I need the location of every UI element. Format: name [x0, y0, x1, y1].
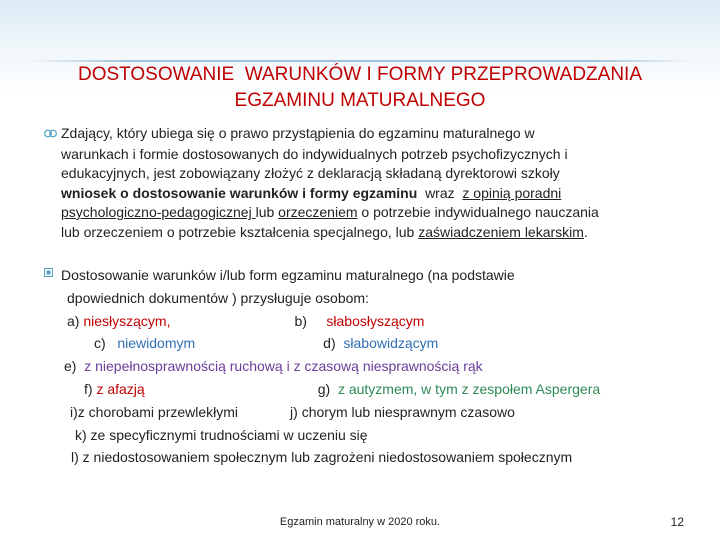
list-row-ab	[61, 310, 701, 333]
bullet-square-shape	[44, 268, 53, 277]
item-j-text: j) chorym lub niesprawnym czasowo	[290, 403, 515, 420]
item-f-text: z afazją	[96, 380, 145, 397]
application-name: wniosek o dostosowanie warunków i formy egzaminu	[61, 184, 418, 201]
para2-line-2: dpowiednich dokumentów ) przysługuje osobom:	[67, 289, 369, 306]
list-row-cd	[61, 332, 701, 355]
item-e-text: z niepełnosprawnością ruchową i z czasową niesprawnością rąk	[84, 358, 483, 375]
item-a-label: a)	[67, 312, 84, 329]
item-k-text: k) ze specyficznymi trudnościami w uczeniu się	[75, 426, 368, 443]
item-e-label: e)	[64, 358, 85, 375]
title-line-1: DOSTOSOWANIE WARUNKÓW I FORMY PRZEPROWADZANIA	[77, 64, 643, 85]
medical-certificate-text: zaświadczeniem lekarskim	[418, 223, 584, 240]
item-d-text: słabowidzącym	[343, 335, 439, 352]
item-g-label: g)	[317, 380, 338, 397]
item-b-label: b)	[294, 312, 327, 329]
para1-line-3: edukacyjnych, jest zobowiązany złożyć z deklaracją składaną dyrektorowi szkoły	[61, 165, 560, 181]
bullet-square-icon	[44, 268, 54, 278]
page-number: 12	[670, 515, 684, 529]
title-line-2: EGZAMINU MATURALNEGO	[234, 90, 486, 111]
list-row-ij	[61, 401, 701, 424]
footer-text: Egzamin maturalny w 2020 roku.	[279, 516, 441, 528]
item-f-label: f)	[84, 380, 97, 397]
para1-line-6: lub orzeczeniem o potrzebie kształcenia specjalnego, lub	[61, 223, 419, 240]
opinion-text: z opinią poradni	[462, 184, 562, 201]
para1-line-2: warunkach i formie dostosowanych do indywidualnych potrzeb psychofizycznych i	[61, 145, 568, 162]
psych-ped-text: psychologiczno-pedagogicznej	[61, 204, 256, 220]
paragraph-requirements	[44, 124, 684, 242]
slide-title	[30, 62, 690, 114]
para1-line-4-mid: wraz	[417, 184, 463, 201]
item-a-text: niesłyszącym,	[83, 312, 171, 329]
bullet-shape-icon	[44, 129, 57, 138]
ruling-text: orzeczeniem	[278, 204, 358, 220]
para1-line-1: Zdający, który ubiega się o prawo przystąpienia do egzaminu maturalnego w	[61, 125, 535, 141]
item-c-text: niewidomym	[117, 335, 196, 352]
para1-line-6-end: .	[583, 223, 588, 240]
item-c-label: c)	[94, 335, 118, 352]
list-row-fg	[61, 378, 701, 401]
para1-line-5-or: lub	[255, 204, 279, 220]
item-b-text: słabosłyszącym	[326, 312, 425, 329]
item-i-text: i)z chorobami przewlekłymi	[70, 403, 239, 420]
item-l-text: l) z niedostosowaniem społecznym lub zagrożeni niedostosowaniem społecznym	[71, 449, 573, 466]
bullet-icon	[44, 125, 57, 145]
item-d-label: d)	[323, 335, 344, 352]
list-row-e	[61, 355, 701, 378]
paragraph-eligible-persons	[61, 264, 701, 469]
para1-line-5-rest: o potrzebie indywidualnego nauczania	[357, 204, 599, 220]
para2-line-1: Dostosowanie warunków i/lub form egzaminu maturalnego (na podstawie	[61, 267, 515, 283]
item-g-text: z autyzmem, w tym z zespołem Aspergera	[337, 380, 601, 397]
